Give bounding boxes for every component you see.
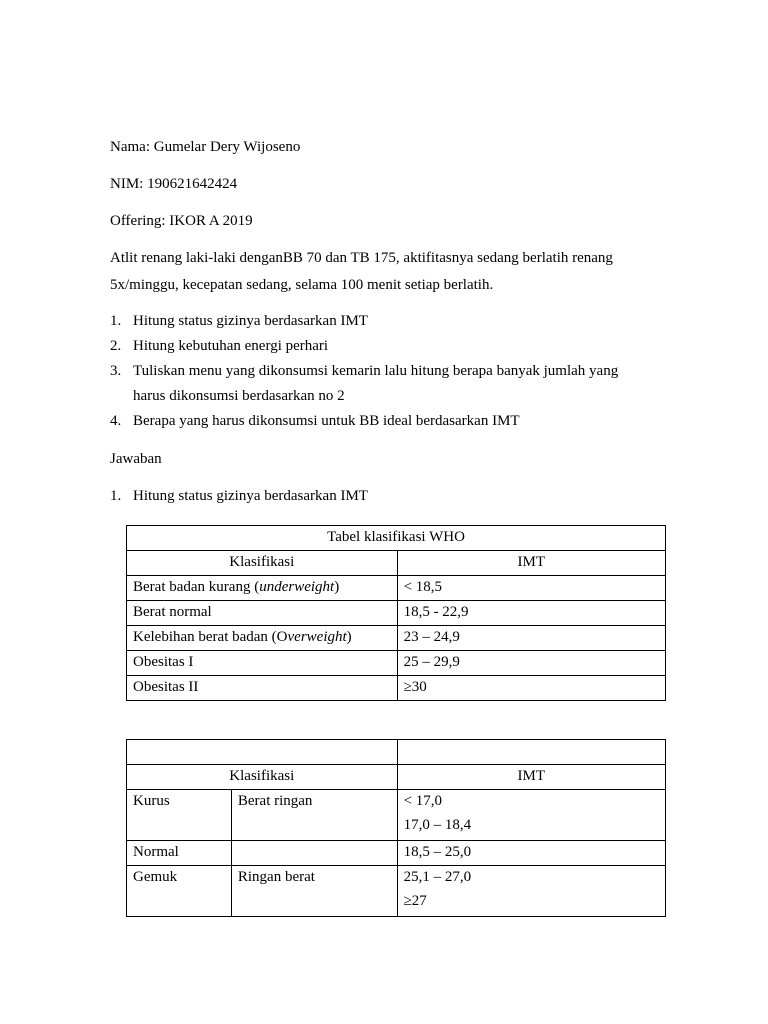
table-row <box>127 651 666 676</box>
question-3-text-cont: harus dikonsumsi berdasarkan no 2 <box>133 388 345 404</box>
question-4-number: 4. <box>110 413 122 429</box>
who-row-classification: Berat badan kurang (underweight) <box>127 576 398 601</box>
table-row <box>127 601 666 626</box>
table2-header-klasifikasi: Klasifikasi <box>127 765 398 790</box>
table2-imt-value: 18,5 – 25,0 <box>397 841 665 866</box>
problem-line-2: 5x/minggu, kecepatan sedang, selama 100 menit setiap berlatih. <box>110 277 494 293</box>
who-row-classification: Berat normal <box>127 601 398 626</box>
table2-subcategory: Ringan berat <box>231 866 397 917</box>
question-3-text: Tuliskan menu yang dikonsumsi kemarin lalu hitung berapa banyak jumlah yang <box>133 363 619 379</box>
who-classification-table <box>126 525 666 701</box>
question-3-number: 3. <box>110 363 122 379</box>
table2-category: Kurus <box>127 790 232 841</box>
who-row-imt: 18,5 - 22,9 <box>397 601 665 626</box>
table-header-row <box>127 765 666 790</box>
table-row <box>127 790 666 841</box>
table2-imt-value: 17,0 – 18,4 <box>403 817 472 833</box>
table2-category: Normal <box>127 841 232 866</box>
table2-imt-value: 25,1 – 27,0 <box>403 869 472 885</box>
question-1-text: Hitung status gizinya berdasarkan IMT <box>133 313 368 329</box>
who-row-classification: Obesitas II <box>127 676 398 701</box>
table2-category: Gemuk <box>127 866 232 917</box>
who-row-imt: 25 – 29,9 <box>397 651 665 676</box>
who-row-imt: ≥30 <box>397 676 665 701</box>
who-row-imt: < 18,5 <box>397 576 665 601</box>
student-name: Nama: Gumelar Dery Wijoseno <box>110 139 301 155</box>
who-table-header-imt: IMT <box>397 551 665 576</box>
table-row <box>127 841 666 866</box>
who-table-header-klasifikasi: Klasifikasi <box>127 551 398 576</box>
imt-classification-table <box>126 739 666 917</box>
problem-line-1: Atlit renang laki-laki denganBB 70 dan TB 175, aktifitasnya sedang berlatih renang <box>110 250 613 266</box>
table2-imt-value: < 17,0 <box>403 793 443 809</box>
answer-1-number: 1. <box>110 488 122 504</box>
question-1-number: 1. <box>110 313 122 329</box>
table2-header-imt: IMT <box>397 765 665 790</box>
table2-subcategory <box>231 841 397 866</box>
student-nim: NIM: 190621642424 <box>110 176 238 192</box>
question-4-text: Berapa yang harus dikonsumsi untuk BB ideal berdasarkan IMT <box>133 413 520 429</box>
table2-imt-cell <box>397 790 665 841</box>
table-row <box>127 866 666 917</box>
table-row <box>127 626 666 651</box>
who-table-title: Tabel klasifikasi WHO <box>127 526 666 551</box>
offering: Offering: IKOR A 2019 <box>110 213 253 229</box>
table-row <box>127 576 666 601</box>
who-row-classification: Obesitas I <box>127 651 398 676</box>
table-row <box>127 676 666 701</box>
who-row-classification: Kelebihan berat badan (Overweight) <box>127 626 398 651</box>
table2-subcategory: Berat ringan <box>231 790 397 841</box>
question-2-text: Hitung kebutuhan energi perhari <box>133 338 329 354</box>
answer-heading: Jawaban <box>110 451 162 467</box>
table2-imt-value: ≥27 <box>403 893 427 909</box>
who-row-imt: 23 – 24,9 <box>397 626 665 651</box>
question-2-number: 2. <box>110 338 122 354</box>
blank-cell <box>127 740 398 765</box>
table-header-blank-row <box>127 740 666 765</box>
blank-cell <box>397 740 665 765</box>
answer-1-text: Hitung status gizinya berdasarkan IMT <box>133 488 368 504</box>
table2-imt-cell <box>397 866 665 917</box>
